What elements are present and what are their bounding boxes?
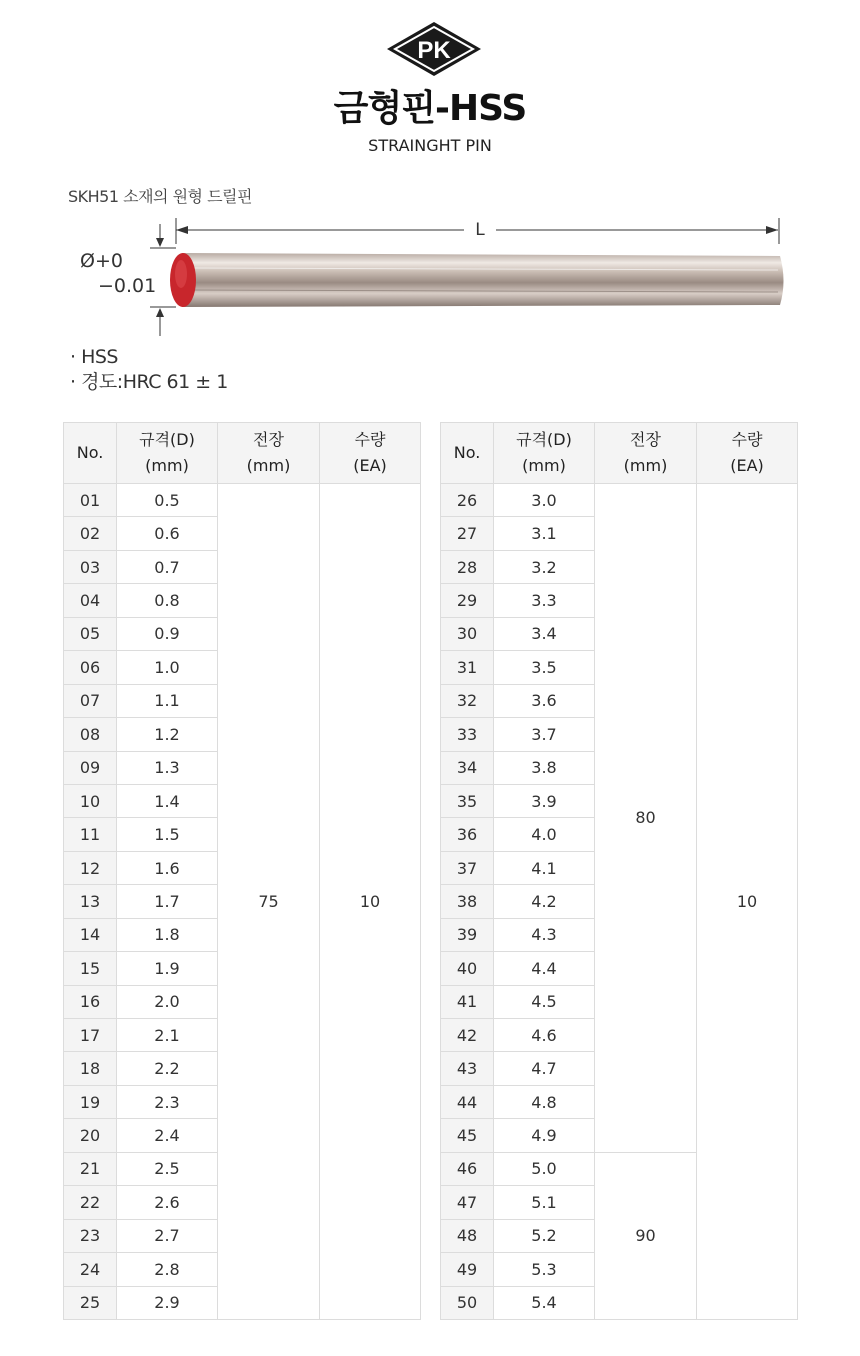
table-header-row <box>64 423 421 484</box>
cell-no: 14 <box>64 918 117 951</box>
cell-diameter: 5.0 <box>494 1152 595 1185</box>
cell-diameter: 2.3 <box>117 1085 218 1118</box>
cell-no: 16 <box>64 985 117 1018</box>
cell-no: 32 <box>441 684 494 717</box>
cell-diameter: 4.4 <box>494 952 595 985</box>
cell-diameter: 3.8 <box>494 751 595 784</box>
header-length: 전장 (mm) <box>218 423 320 484</box>
cell-diameter: 3.2 <box>494 550 595 583</box>
cell-no: 23 <box>64 1219 117 1252</box>
cell-diameter: 4.9 <box>494 1119 595 1152</box>
cell-no: 28 <box>441 550 494 583</box>
cell-diameter: 5.4 <box>494 1286 595 1319</box>
cell-no: 22 <box>64 1186 117 1219</box>
cell-diameter: 1.7 <box>117 885 218 918</box>
cell-diameter: 4.1 <box>494 851 595 884</box>
cell-diameter: 2.0 <box>117 985 218 1018</box>
cell-diameter: 3.4 <box>494 617 595 650</box>
cell-diameter: 0.5 <box>117 484 218 517</box>
cell-length: 90 <box>595 1152 697 1319</box>
cell-no: 01 <box>64 484 117 517</box>
cell-diameter: 1.1 <box>117 684 218 717</box>
cell-diameter: 2.4 <box>117 1119 218 1152</box>
cell-length: 75 <box>218 484 320 1320</box>
cell-diameter: 5.1 <box>494 1186 595 1219</box>
header-diameter: 규격(D) (mm) <box>494 423 595 484</box>
tolerance-upper: Ø+0 <box>80 250 123 272</box>
cell-no: 40 <box>441 952 494 985</box>
arrow-left-icon <box>176 226 188 234</box>
cell-diameter: 4.6 <box>494 1019 595 1052</box>
cell-no: 36 <box>441 818 494 851</box>
pin-diagram <box>70 210 800 345</box>
cell-no: 48 <box>441 1219 494 1252</box>
cell-no: 26 <box>441 484 494 517</box>
cell-no: 35 <box>441 784 494 817</box>
cell-no: 31 <box>441 651 494 684</box>
header-length: 전장 (mm) <box>595 423 697 484</box>
spec-table-left <box>63 422 421 1320</box>
cell-diameter: 0.8 <box>117 584 218 617</box>
cell-diameter: 2.2 <box>117 1052 218 1085</box>
cell-no: 27 <box>441 517 494 550</box>
cell-no: 03 <box>64 550 117 583</box>
cell-diameter: 3.6 <box>494 684 595 717</box>
cell-no: 11 <box>64 818 117 851</box>
cell-quantity: 10 <box>320 484 421 1320</box>
table-row <box>64 484 421 517</box>
arrow-up-icon <box>156 308 164 317</box>
cell-diameter: 3.7 <box>494 718 595 751</box>
cell-no: 04 <box>64 584 117 617</box>
cell-diameter: 4.5 <box>494 985 595 1018</box>
cell-diameter: 2.1 <box>117 1019 218 1052</box>
cell-no: 37 <box>441 851 494 884</box>
cell-diameter: 2.8 <box>117 1253 218 1286</box>
cell-no: 46 <box>441 1152 494 1185</box>
cell-diameter: 2.7 <box>117 1219 218 1252</box>
page-title: 금형핀-HSS <box>333 88 527 129</box>
cell-no: 10 <box>64 784 117 817</box>
cell-no: 24 <box>64 1253 117 1286</box>
cell-no: 02 <box>64 517 117 550</box>
cell-no: 08 <box>64 718 117 751</box>
cell-no: 21 <box>64 1152 117 1185</box>
cell-diameter: 5.2 <box>494 1219 595 1252</box>
length-label: L <box>475 220 485 240</box>
cell-diameter: 5.3 <box>494 1253 595 1286</box>
cell-diameter: 2.9 <box>117 1286 218 1319</box>
header-quantity: 수량 (EA) <box>697 423 798 484</box>
cell-no: 17 <box>64 1019 117 1052</box>
cell-diameter: 4.3 <box>494 918 595 951</box>
cell-diameter: 1.3 <box>117 751 218 784</box>
cell-diameter: 1.0 <box>117 651 218 684</box>
cell-diameter: 1.8 <box>117 918 218 951</box>
cell-diameter: 4.8 <box>494 1085 595 1118</box>
table-header-row <box>441 423 798 484</box>
cell-no: 07 <box>64 684 117 717</box>
cell-no: 38 <box>441 885 494 918</box>
cell-no: 30 <box>441 617 494 650</box>
cell-no: 45 <box>441 1119 494 1152</box>
cell-no: 43 <box>441 1052 494 1085</box>
cell-diameter: 3.5 <box>494 651 595 684</box>
arrow-right-icon <box>766 226 778 234</box>
cell-no: 29 <box>441 584 494 617</box>
cell-diameter: 2.5 <box>117 1152 218 1185</box>
cell-no: 15 <box>64 952 117 985</box>
cell-no: 18 <box>64 1052 117 1085</box>
cell-diameter: 0.9 <box>117 617 218 650</box>
spec-hardness: · 경도:HRC 61 ± 1 <box>70 371 228 393</box>
spec-material: · HSS <box>70 346 118 368</box>
cell-diameter: 0.6 <box>117 517 218 550</box>
cell-no: 41 <box>441 985 494 1018</box>
header-no: No. <box>64 423 117 484</box>
cell-diameter: 4.7 <box>494 1052 595 1085</box>
page-subtitle: STRAINGHT PIN <box>368 136 492 155</box>
cell-no: 19 <box>64 1085 117 1118</box>
cell-no: 12 <box>64 851 117 884</box>
cell-no: 25 <box>64 1286 117 1319</box>
cell-no: 06 <box>64 651 117 684</box>
cell-no: 44 <box>441 1085 494 1118</box>
spec-table-right <box>440 422 798 1320</box>
tolerance-lower: −0.01 <box>98 275 157 297</box>
pk-logo <box>384 20 484 78</box>
cell-diameter: 3.0 <box>494 484 595 517</box>
cell-diameter: 4.0 <box>494 818 595 851</box>
header-quantity: 수량 (EA) <box>320 423 421 484</box>
cell-diameter: 4.2 <box>494 885 595 918</box>
product-description: SKH51 소재의 원형 드릴핀 <box>68 187 252 206</box>
cell-no: 47 <box>441 1186 494 1219</box>
cell-no: 09 <box>64 751 117 784</box>
cell-no: 20 <box>64 1119 117 1152</box>
cell-diameter: 1.9 <box>117 952 218 985</box>
cell-no: 39 <box>441 918 494 951</box>
cell-diameter: 3.9 <box>494 784 595 817</box>
cell-diameter: 3.1 <box>494 517 595 550</box>
cell-no: 50 <box>441 1286 494 1319</box>
cell-diameter: 1.6 <box>117 851 218 884</box>
cell-quantity: 10 <box>697 484 798 1320</box>
cell-diameter: 1.4 <box>117 784 218 817</box>
cell-diameter: 1.2 <box>117 718 218 751</box>
cell-no: 42 <box>441 1019 494 1052</box>
cell-no: 33 <box>441 718 494 751</box>
arrow-down-icon <box>156 238 164 247</box>
header-diameter: 규격(D) (mm) <box>117 423 218 484</box>
cell-diameter: 0.7 <box>117 550 218 583</box>
cell-diameter: 1.5 <box>117 818 218 851</box>
pin-body <box>182 253 784 307</box>
cell-no: 49 <box>441 1253 494 1286</box>
cell-diameter: 3.3 <box>494 584 595 617</box>
logo-text: PK <box>417 37 451 64</box>
table-row <box>441 484 798 517</box>
cell-length: 80 <box>595 484 697 1153</box>
header-no: No. <box>441 423 494 484</box>
cell-diameter: 2.6 <box>117 1186 218 1219</box>
cell-no: 34 <box>441 751 494 784</box>
cell-no: 13 <box>64 885 117 918</box>
cell-no: 05 <box>64 617 117 650</box>
